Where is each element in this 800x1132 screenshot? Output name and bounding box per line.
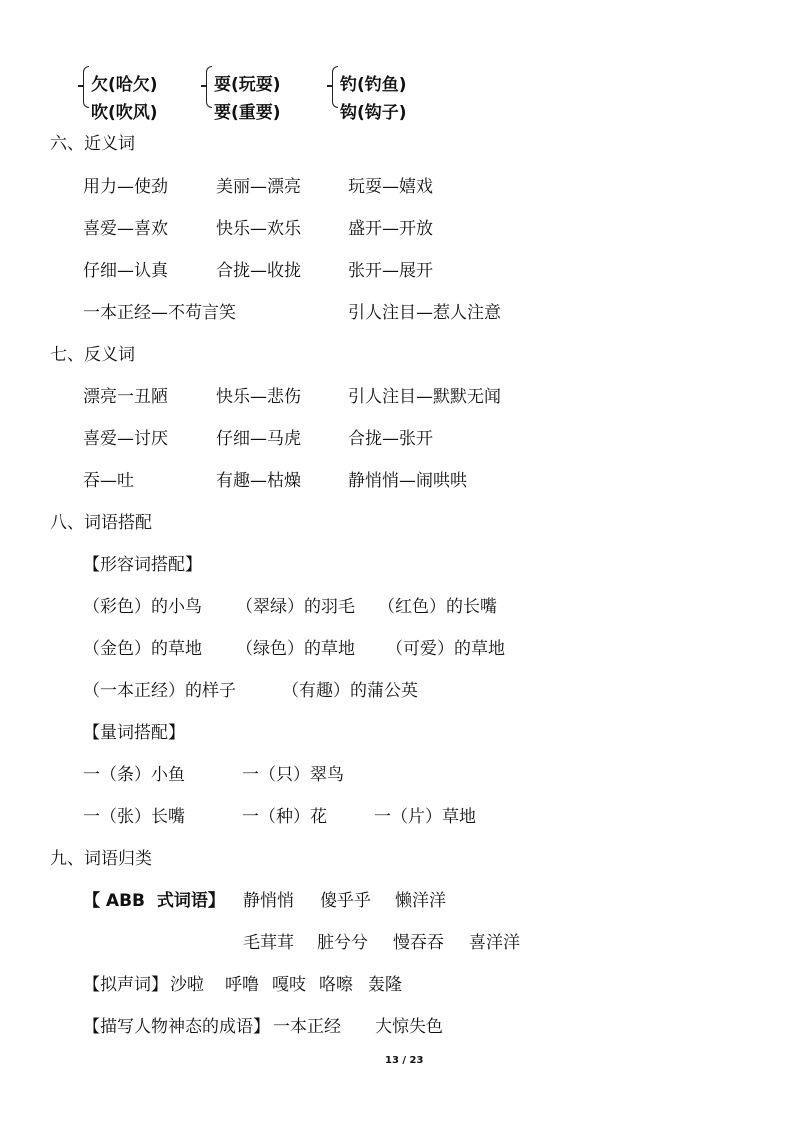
section-heading: 八、词语搭配	[50, 513, 152, 533]
polyphone-bottom: 钩(钩子)	[340, 103, 407, 123]
subsection-title: 【量词搭配】	[83, 723, 185, 743]
synonym-pair: 仔细—认真	[83, 261, 168, 281]
subsection-title: 【拟声词】	[83, 975, 168, 995]
collocation-item: （绿色）的草地	[236, 639, 355, 659]
synonym-pair: 一本正经—不苟言笑	[83, 303, 236, 323]
measure-item: 一（种）花	[242, 807, 327, 827]
polyphone-bottom: 要(重要)	[214, 103, 281, 123]
abb-word: 懒洋洋	[395, 891, 446, 911]
synonym-pair: 玩耍—嬉戏	[348, 177, 433, 197]
measure-item: 一（片）草地	[374, 807, 476, 827]
onomatopoeia-word: 轰隆	[368, 975, 402, 995]
synonym-pair: 盛开—开放	[348, 219, 433, 239]
polyphone-top: 欠(哈欠)	[91, 75, 158, 95]
collocation-item: （金色）的草地	[83, 639, 202, 659]
abb-word: 慢吞吞	[393, 933, 444, 953]
onomatopoeia-word: 嘎吱	[272, 975, 306, 995]
abb-word: 傻乎乎	[320, 891, 371, 911]
measure-item: 一（条）小鱼	[83, 765, 185, 785]
synonym-pair: 快乐—欢乐	[216, 219, 301, 239]
synonym-pair: 引人注目—惹人注意	[348, 303, 501, 323]
collocation-item: （有趣）的蒲公英	[282, 681, 418, 701]
subsection-title: 【 ABB 式词语】	[83, 891, 225, 911]
synonym-pair: 合拢—收拢	[216, 261, 301, 281]
section-heading: 七、反义词	[50, 345, 135, 365]
antonym-pair: 合拢—张开	[348, 429, 433, 449]
onomatopoeia-word: 沙啦	[170, 975, 204, 995]
antonym-pair: 引人注目—默默无闻	[348, 387, 501, 407]
brace-icon	[332, 66, 338, 108]
abb-word: 喜洋洋	[469, 933, 520, 953]
antonym-pair: 有趣—枯燥	[216, 471, 301, 491]
onomatopoeia-word: 呼噜	[225, 975, 259, 995]
abb-word: 毛茸茸	[243, 933, 294, 953]
idiom-word: 大惊失色	[375, 1017, 443, 1037]
abb-word: 脏兮兮	[317, 933, 368, 953]
page-number: 13 / 23	[385, 1055, 424, 1066]
synonym-pair: 美丽—漂亮	[216, 177, 301, 197]
collocation-item: （彩色）的小鸟	[83, 597, 202, 617]
brace-icon	[83, 66, 89, 108]
antonym-pair: 吞—吐	[83, 471, 134, 491]
measure-item: 一（张）长嘴	[83, 807, 185, 827]
collocation-item: （红色）的长嘴	[378, 597, 497, 617]
polyphone-top: 耍(玩耍)	[214, 75, 281, 95]
subsection-title: 【形容词搭配】	[83, 555, 202, 575]
synonym-pair: 张开—展开	[348, 261, 433, 281]
onomatopoeia-word: 咯嚓	[319, 975, 353, 995]
brace-icon	[206, 66, 212, 108]
measure-item: 一（只）翠鸟	[242, 765, 344, 785]
polyphone-group-1	[83, 64, 203, 123]
synonym-pair: 喜爱—喜欢	[83, 219, 168, 239]
collocation-item: （一本正经）的样子	[83, 681, 236, 701]
antonym-pair: 静悄悄—闹哄哄	[348, 471, 467, 491]
idiom-word: 一本正经	[273, 1017, 341, 1037]
antonym-pair: 喜爱—讨厌	[83, 429, 168, 449]
antonym-pair: 漂亮一丑陋	[83, 387, 168, 407]
polyphone-group-2	[206, 64, 326, 123]
section-heading: 九、词语归类	[50, 849, 152, 869]
collocation-item: （可爱）的草地	[386, 639, 505, 659]
synonym-pair: 用力—使劲	[83, 177, 168, 197]
subsection-title: 【描写人物神态的成语】	[83, 1017, 270, 1037]
polyphone-bottom: 吹(吹风)	[91, 103, 158, 123]
antonym-pair: 仔细—马虎	[216, 429, 301, 449]
polyphone-group-3	[332, 64, 452, 123]
section-heading: 六、近义词	[50, 134, 135, 154]
antonym-pair: 快乐—悲伤	[216, 387, 301, 407]
abb-word: 静悄悄	[243, 891, 294, 911]
polyphone-top: 钓(钓鱼)	[340, 75, 407, 95]
collocation-item: （翠绿）的羽毛	[236, 597, 355, 617]
